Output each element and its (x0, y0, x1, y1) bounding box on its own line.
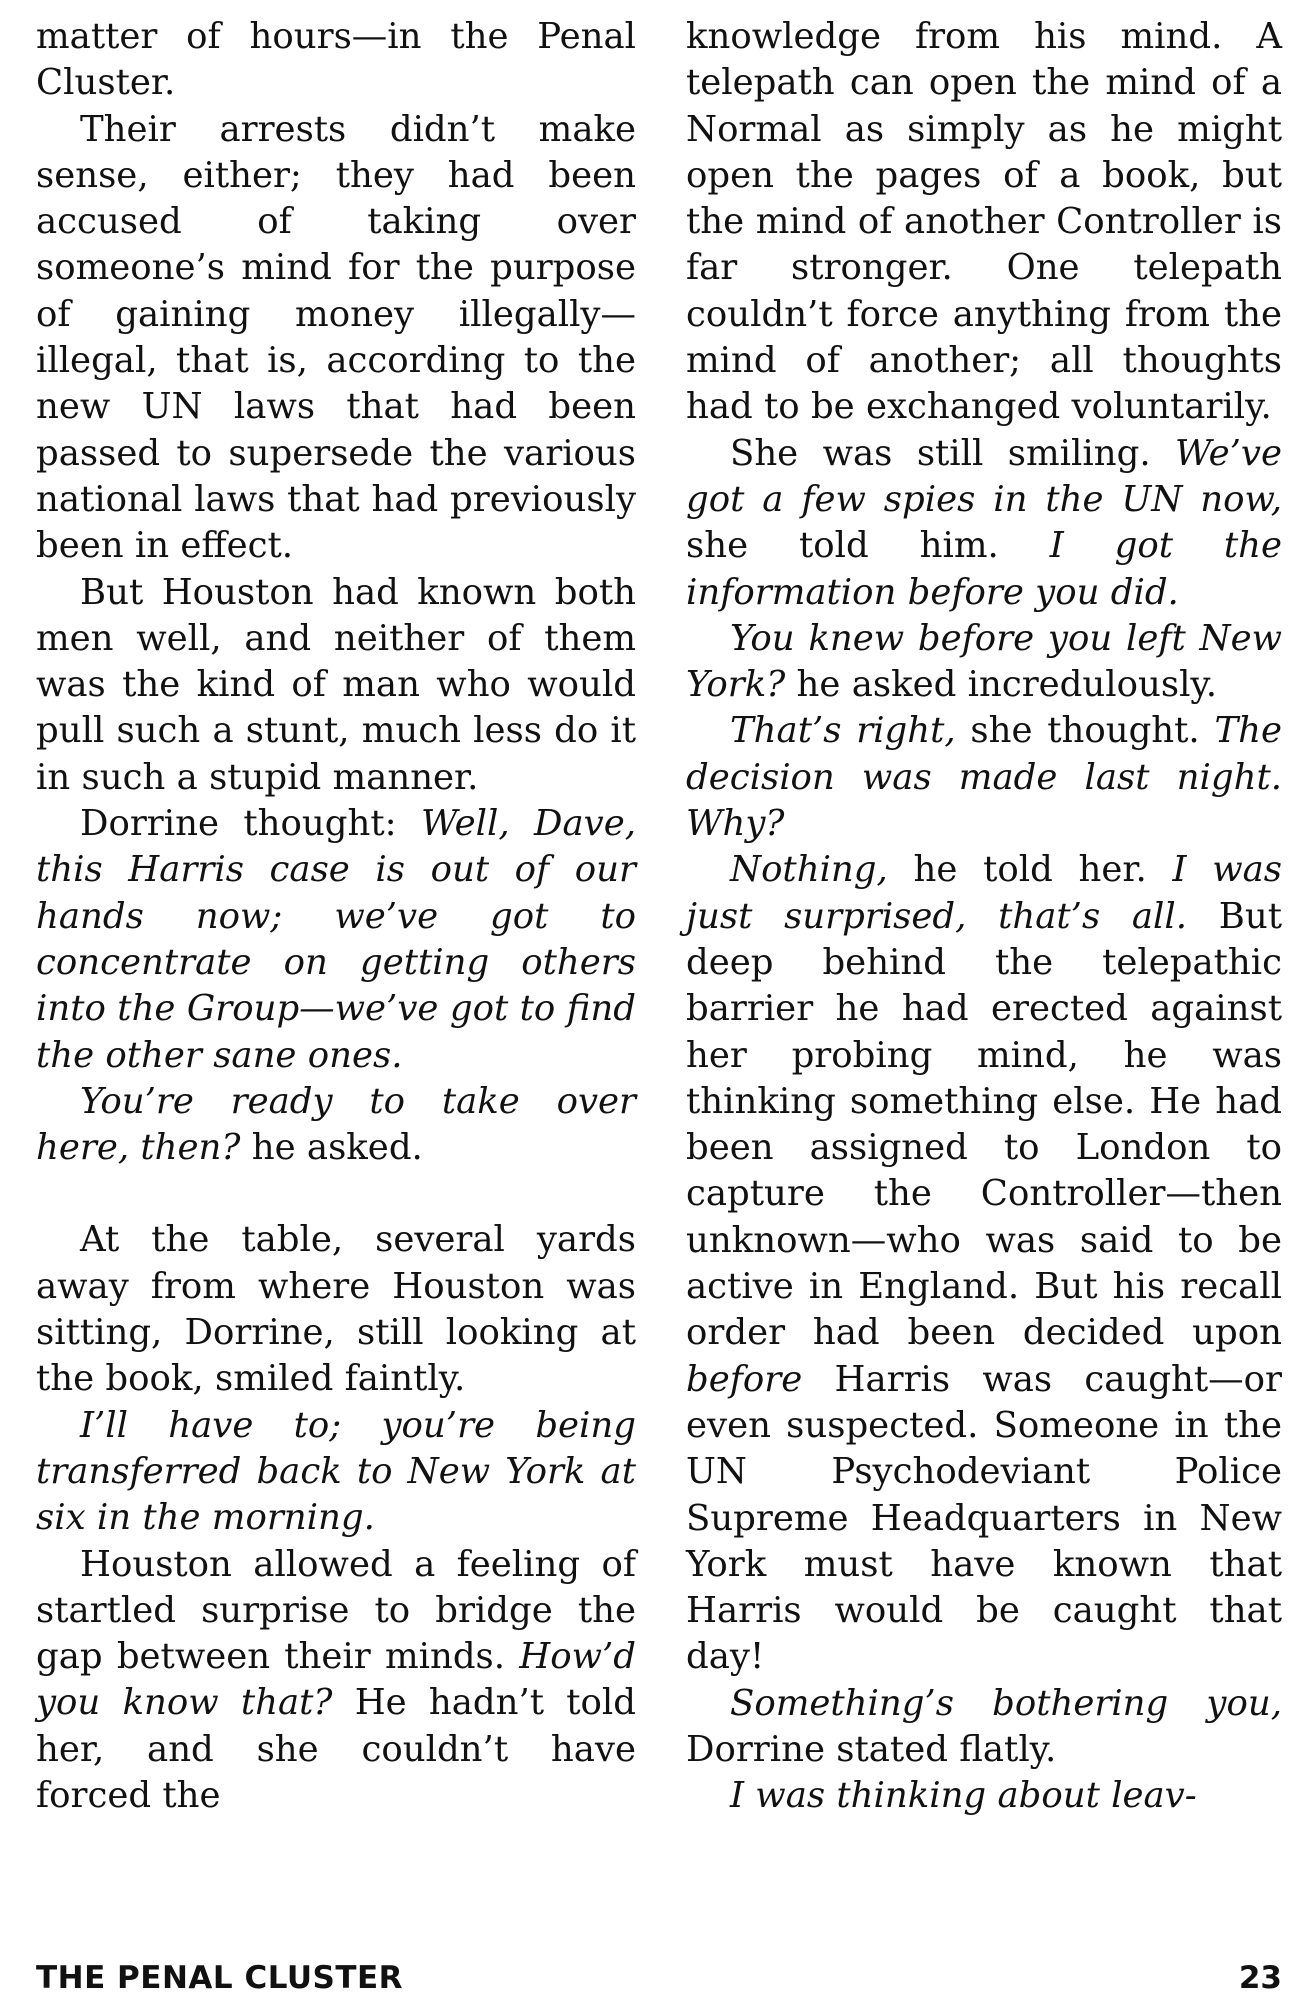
paragraph-houston-knew: But Houston had known both men well, and neither of them was the kind of man who would pull such a stunt, much less do it in such a stupid manner. (36, 571, 636, 798)
paragraph-transferred: I’ll have to; you’re being transferred back to New York at six in the morning. (36, 1404, 636, 1539)
paragraph-you-knew: You knew before you left New York? he asked incredulously. (686, 617, 1282, 706)
paragraph-leaving: I was thinking about leav- (730, 1775, 1197, 1817)
paragraph-thats-right: That’s right, she thought. The decision was made last night. Why? (686, 710, 1282, 845)
right-column (686, 14, 1282, 1820)
paragraph-continued: matter of hours—in the Penal Cluster. (36, 16, 636, 104)
paragraph-dorrine-thought: Dorrine thought: Well, Dave, this Harris case is out of our hands now; we’ve got to concentrate on getting others into the Group—we’ve got to find the other sane ones. (36, 803, 636, 1076)
paragraph-ready-take-over: You’re ready to take over here, then? he asked. (36, 1080, 636, 1169)
paragraph-something-bothering: Something’s bothering you, Dorrine stated flatly. (686, 1682, 1282, 1770)
left-column (36, 14, 636, 1819)
paragraph-still-smiling: She was still smiling. We’ve got a few spies in the UN now, she told him. I got the information before you did. (686, 432, 1283, 613)
page-number: 23 (1238, 1960, 1282, 1996)
running-head: THE PENAL CLUSTER (36, 1960, 404, 1996)
paragraph-nothing: Nothing, he told her. I was just surprised, that’s all. But deep behind the telepathic barrier he had erected against her probing mind, he was thinking something else. He had been assigned to London to capture the Controller—then unknown—who was said to be active in England. But his recall order had been decided upon before Harris was caught—or even suspected. Someone in the UN Psychodeviant Police Supreme Headquarters in New York must have known that Harris would be caught that day! (686, 849, 1282, 1678)
paragraph-startled-surprise: Houston allowed a feeling of startled surprise to bridge the gap between their minds. How’d you know that? He hadn’t told her, and she couldn’t have forced the (36, 1543, 636, 1816)
page-footer (36, 1958, 1282, 2002)
paragraph-at-the-table: At the table, several yards away from where Houston was sitting, Dorrine, still looking at the book, smiled faintly. (36, 1219, 636, 1400)
paragraph-knowledge: knowledge from his mind. A telepath can open the mind of a Normal as simply as he might open the pages of a book, but the mind of another Controller is far stronger. One telepath couldn’t force anything from the mind of another; all thoughts had to be exchanged voluntarily. (686, 16, 1282, 428)
paragraph-arrests: Their arrests didn’t make sense, either; they had been accused of taking over someone’s mind for the purpose of gaining money illegally—illegal, that is, according to the new UN laws that had been passed to supersede the various national laws that had previously been in effect. (36, 108, 636, 567)
